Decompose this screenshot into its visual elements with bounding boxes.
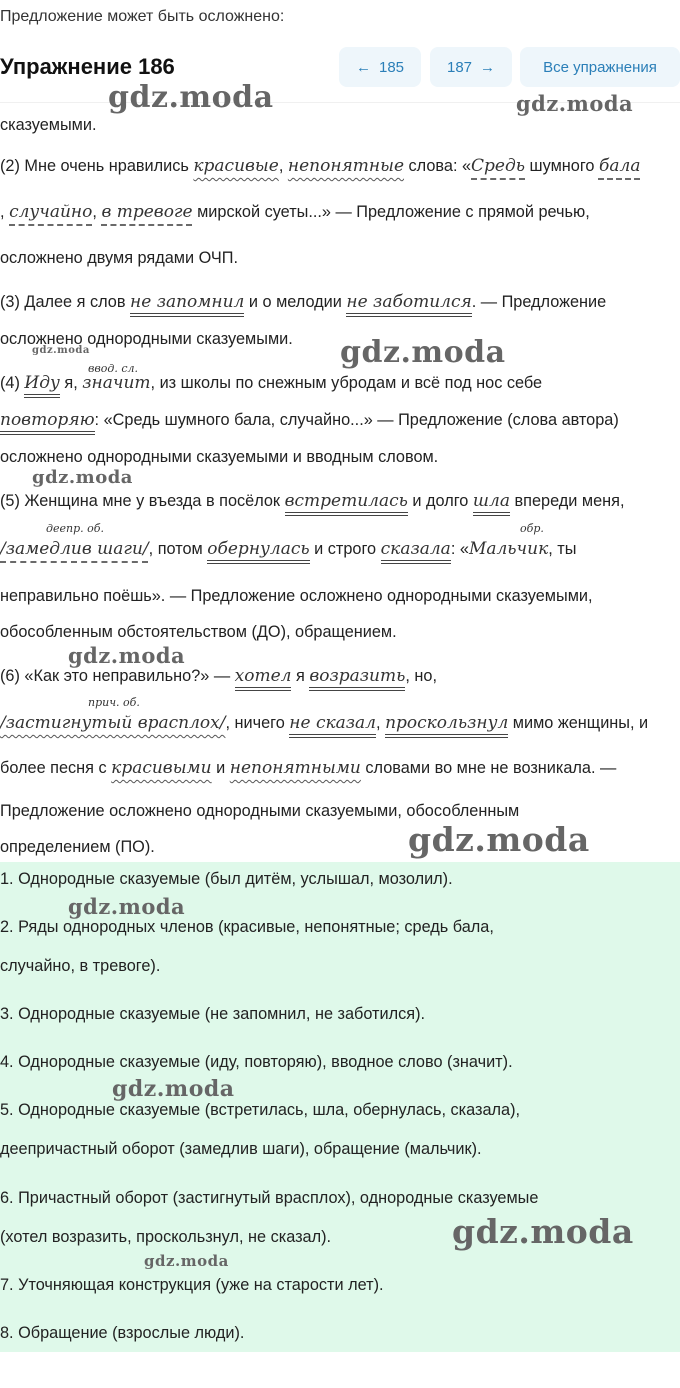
intro-text: Предложение может быть осложнено:	[0, 8, 285, 25]
all-exercises-button[interactable]	[520, 47, 680, 87]
answer-line: 5. Однородные сказуемые (встретилась, шла, обернулась, сказала),	[0, 1101, 521, 1119]
prev-exercise-label: 185	[378, 58, 405, 76]
watermark-logo: gdz.moda	[32, 467, 133, 488]
annotation-tag: деепр. об.	[46, 522, 104, 535]
arrow-left-icon: ←	[355, 58, 371, 76]
watermark-logo: gdz.moda	[408, 820, 590, 859]
watermark-logo: gdz.moda	[108, 80, 274, 115]
answer-line: 1. Однородные сказуемые (был дитём, услышал, мозолил).	[0, 870, 453, 888]
text-line: обособленным обстоятельством (ДО), обращением.	[0, 623, 397, 641]
answer-line: деепричастный оборот (замедлив шаги), обращение (мальчик).	[0, 1140, 482, 1158]
annotation-tag: прич. об.	[88, 696, 140, 709]
text-line: осложнено однородными сказуемыми и вводным словом.	[0, 448, 439, 466]
answer-line: 6. Причастный оборот (застигнутый врасплох), однородные сказуемые	[0, 1189, 539, 1207]
answer-line: случайно, в тревоге).	[0, 957, 161, 975]
watermark-logo: gdz.moda	[516, 91, 634, 116]
text-line: (6) «Как это неправильно?» — хотел я возразить, но,	[0, 665, 437, 687]
answer-line: 3. Однородные сказуемые (не запомнил, не заботился).	[0, 1005, 426, 1023]
text-line: , случайно, в тревоге мирской суеты...» — Предложение с прямой речью,	[0, 202, 590, 222]
text-line: /замедлив шаги/, потом обернулась и строго сказала: «Мальчик, ты	[0, 538, 576, 560]
next-exercise-label: 187	[446, 58, 473, 76]
text-line: неправильно поёшь». — Предложение осложнено однородными сказуемыми,	[0, 587, 593, 605]
answer-line: (хотел возразить, проскользнул, не сказал).	[0, 1228, 332, 1246]
exercise-title: Упражнение 186	[0, 54, 175, 79]
all-exercises-label: Все упражнения	[543, 58, 657, 76]
text-line: определением (ПО).	[0, 838, 155, 856]
answer-line: 4. Однородные сказуемые (иду, повторяю), вводное слово (значит).	[0, 1053, 513, 1071]
watermark-logo: gdz.moda	[340, 335, 506, 370]
text-line: (2) Мне очень нравились красивые, непонятные слова: «Средь шумного бала	[0, 156, 641, 176]
prev-exercise-button[interactable]	[339, 47, 421, 87]
watermark-logo: gdz.moda	[452, 1212, 634, 1251]
text-line: сказуемыми.	[0, 116, 97, 134]
text-line: осложнено однородными сказуемыми.	[0, 330, 293, 348]
answer-line: 8. Обращение (взрослые люди).	[0, 1324, 245, 1342]
watermark-logo: gdz.moda	[32, 345, 90, 356]
text-line: (3) Далее я слов не запомнил и о мелодии не заботился. — Предложение	[0, 291, 606, 313]
text-line: осложнено двумя рядами ОЧП.	[0, 249, 238, 267]
answer-line: 7. Уточняющая конструкция (уже на старости лет).	[0, 1276, 384, 1294]
next-exercise-button[interactable]	[430, 47, 512, 87]
text-line: более песня с красивыми и непонятными словами во мне не возникала. —	[0, 758, 617, 778]
watermark-logo: gdz.moda	[68, 643, 186, 668]
text-line: (5) Женщина мне у въезда в посёлок встретилась и долго шла впереди меня,	[0, 490, 624, 512]
watermark-logo: gdz.moda	[112, 1076, 235, 1102]
text-line: Предложение осложнено однородными сказуемыми, обособленным	[0, 802, 520, 820]
annotation-tag: ввод. сл.	[88, 362, 139, 375]
arrow-right-icon: →	[480, 58, 496, 76]
annotation-tag: обр.	[520, 522, 544, 535]
text-line: повторяю: «Средь шумного бала, случайно...» — Предложение (слова автора)	[0, 409, 619, 431]
text-line: (4) Иду я, значит, из школы по снежным убродам и всё под нос себе	[0, 372, 542, 394]
watermark-logo: gdz.moda	[68, 894, 186, 919]
answer-line: 2. Ряды однородных членов (красивые, непонятные; средь бала,	[0, 918, 494, 936]
watermark-logo: gdz.moda	[144, 1252, 229, 1270]
text-line: /застигнутый врасплох/, ничего не сказал, проскользнул мимо женщины, и	[0, 712, 648, 734]
